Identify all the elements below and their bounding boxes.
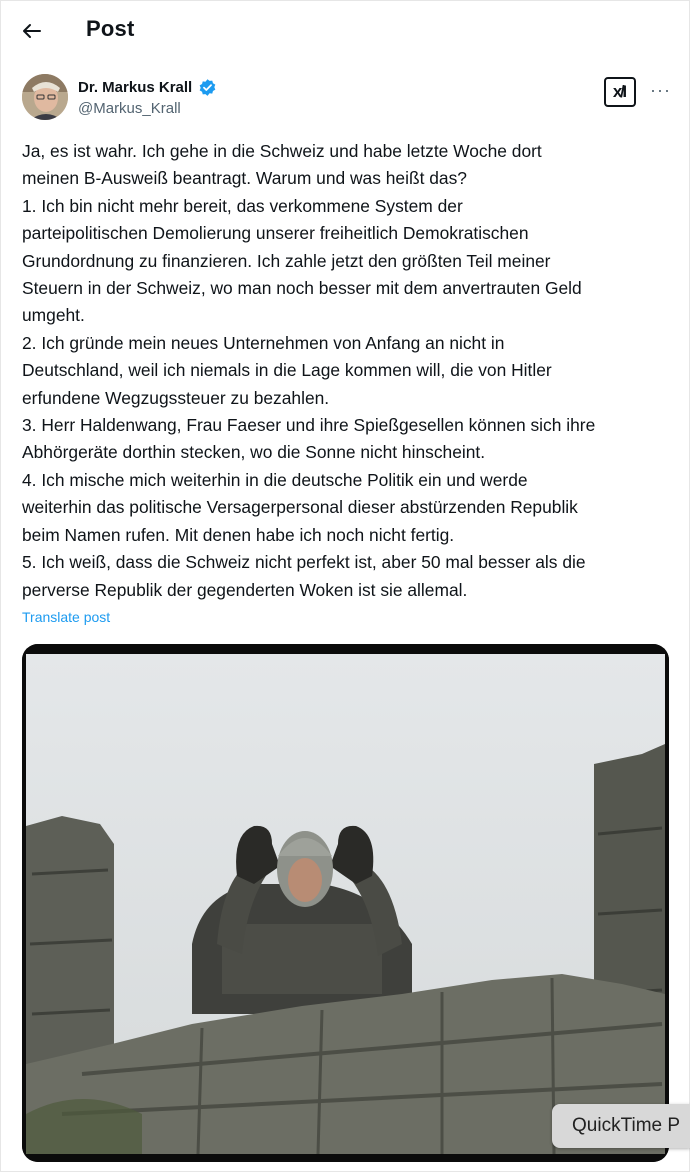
post-line: 1. Ich bin nicht mehr bereit, das verkommene System der	[22, 195, 463, 216]
more-options-button[interactable]	[650, 80, 671, 101]
post-line: Grundordnung zu finanzieren. Ich zahle jetzt den größten Teil meiner	[22, 250, 551, 271]
post-media-video[interactable]	[22, 644, 669, 1162]
quicktime-overlay[interactable]: QuickTime P	[552, 1104, 690, 1148]
post-line: 5. Ich weiß, dass die Schweiz nicht perfekt ist, aber 50 mal besser als die	[22, 552, 586, 573]
grok-button[interactable]	[604, 77, 636, 107]
post-line: meinen B-Ausweiß beantragt. Warum und was heißt das?	[22, 168, 467, 189]
post-line: Deutschland, weil ich niemals in die Lage kommen will, die von Hitler	[22, 360, 552, 381]
avatar-image	[22, 74, 68, 120]
post-line: umgeht.	[22, 305, 85, 326]
page-title: Post	[86, 16, 135, 41]
post-line: erfundene Wegzugssteuer zu bezahlen.	[22, 387, 330, 408]
more-icon: ···	[650, 80, 671, 100]
post-text	[22, 138, 674, 604]
video-frame-illustration	[22, 644, 669, 1162]
post-line: Abhörgeräte dorthin stecken, wo die Sonne nicht hinscheint.	[22, 442, 486, 463]
post-line: weiterhin das politische Versagerpersonal dieser abstürzenden Republik	[22, 497, 578, 518]
avatar[interactable]	[22, 74, 68, 120]
back-button[interactable]	[18, 18, 48, 44]
post-line: parteipolitischen Demolierung unserer freiheitlich Demokratischen	[22, 223, 529, 244]
author-handle[interactable]: @Markus_Krall	[78, 100, 181, 117]
translate-post-link[interactable]: Translate post	[22, 609, 111, 625]
post-line: perverse Republik der gegenderten Woken ist sie allemal.	[22, 579, 468, 600]
verified-badge-icon[interactable]	[198, 78, 217, 97]
post-line: 3. Herr Haldenwang, Frau Faeser und ihre Spießgesellen können sich ihre	[22, 415, 596, 436]
grok-icon: x̸I	[612, 82, 628, 101]
post-line: Ja, es ist wahr. Ich gehe in die Schweiz und habe letzte Woche dort	[22, 141, 542, 161]
post-line: Steuern in der Schweiz, wo man noch besser mit dem anvertrauten Geld	[22, 278, 582, 299]
author-name-row[interactable]	[78, 77, 217, 97]
top-bar	[0, 0, 690, 62]
post-line: 4. Ich mische mich weiterhin in die deutsche Politik ein und werde	[22, 469, 528, 490]
author-display-name[interactable]: Dr. Markus Krall	[78, 78, 193, 96]
arrow-left-icon	[18, 18, 48, 44]
post-line: beim Namen rufen. Mit denen habe ich noch nicht fertig.	[22, 524, 455, 545]
post-line: 2. Ich gründe mein neues Unternehmen von Anfang an nicht in	[22, 332, 505, 353]
